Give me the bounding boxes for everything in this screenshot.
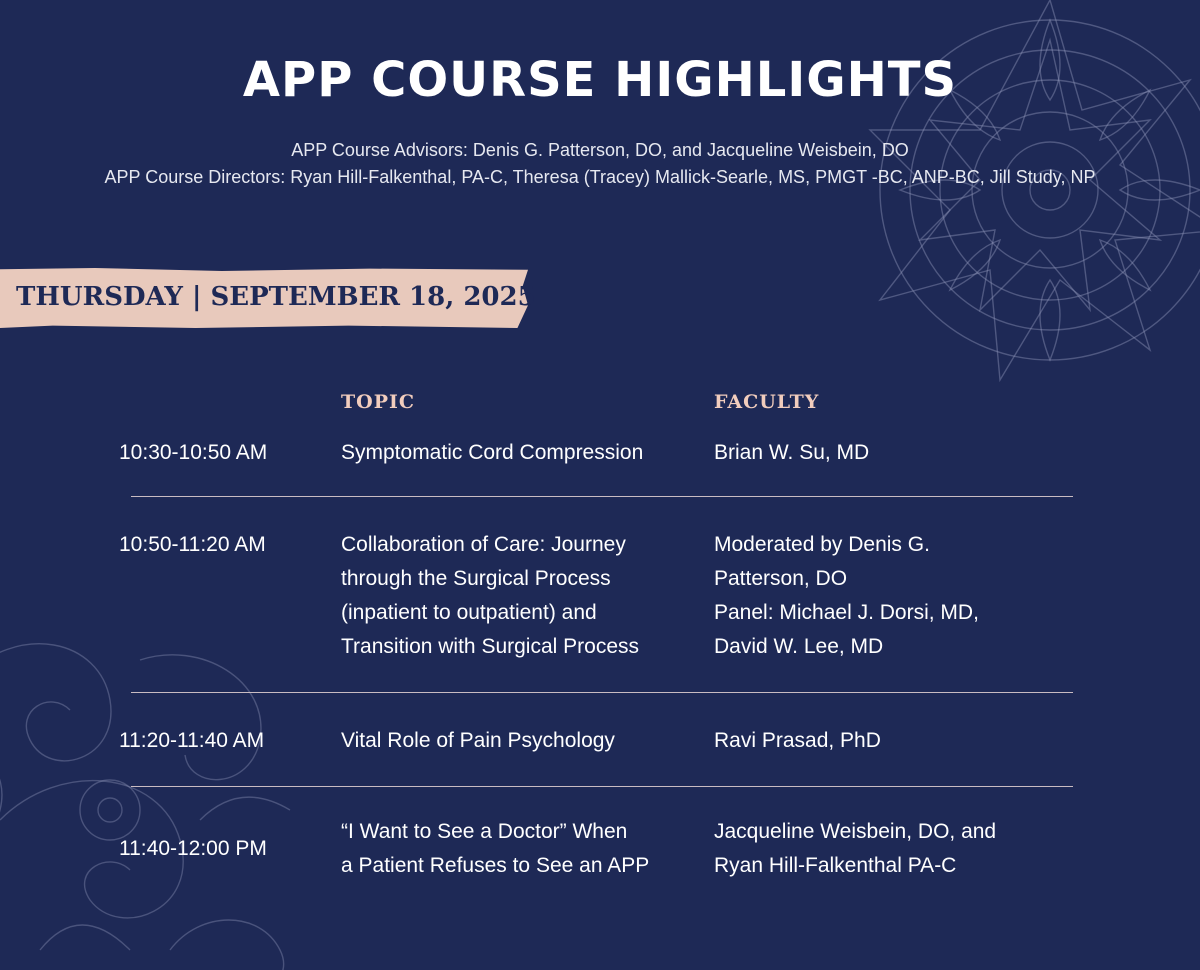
session-4-faculty-line: Ryan Hill-Falkenthal PA-C — [714, 854, 957, 877]
session-4-faculty-line: Jacqueline Weisbein, DO, and — [714, 820, 997, 843]
course-advisors-line: APP Course Advisors: Denis G. Patterson, DO, and Jacqueline Weisbein, DO — [291, 140, 909, 160]
session-3-faculty — [714, 724, 881, 758]
session-1-faculty-line: Brian W. Su, MD — [714, 441, 870, 464]
session-4-topic — [341, 815, 649, 883]
session-4-time: 11:40-12:00 PM — [119, 837, 267, 860]
session-3-topic — [341, 724, 615, 758]
session-2-topic-line: through the Surgical Process — [341, 567, 611, 590]
session-1-topic — [341, 436, 643, 470]
session-2-faculty-line: Panel: Michael J. Dorsi, MD, — [714, 601, 979, 624]
session-2-topic — [341, 528, 639, 664]
session-2-faculty — [714, 528, 979, 664]
session-1-topic-line: Symptomatic Cord Compression — [341, 441, 644, 464]
row-divider — [131, 692, 1073, 693]
page-title: APP COURSE HIGHLIGHTS — [242, 52, 958, 108]
session-4-faculty — [714, 815, 996, 883]
session-2-faculty-line: Patterson, DO — [714, 567, 848, 590]
session-2-topic-line: (inpatient to outpatient) and — [341, 601, 597, 624]
session-1-time: 10:30-10:50 AM — [119, 441, 268, 464]
date-banner-text: THURSDAY | SEPTEMBER 18, 2025 — [16, 282, 536, 312]
row-divider — [131, 496, 1073, 497]
session-4-topic-line: a Patient Refuses to See an APP — [341, 854, 650, 877]
column-header-topic: TOPIC — [341, 391, 415, 413]
session-2-faculty-line: Moderated by Denis G. — [714, 533, 930, 556]
session-3-time: 11:20-11:40 AM — [119, 729, 265, 752]
course-directors-line: APP Course Directors: Ryan Hill-Falkenthal, PA-C, Theresa (Tracey) Mallick-Searle, MS, PMGT -BC, ANP-BC, Jill Study, NP — [104, 167, 1096, 187]
session-2-time: 10:50-11:20 AM — [119, 533, 266, 556]
scroll-ornament-icon — [0, 620, 340, 970]
session-2-faculty-line: David W. Lee, MD — [714, 635, 884, 658]
session-2-topic-line: Transition with Surgical Process — [341, 635, 639, 658]
row-divider — [131, 786, 1073, 787]
session-2-topic-line: Collaboration of Care: Journey — [341, 533, 626, 556]
session-3-topic-line: Vital Role of Pain Psychology — [341, 729, 615, 752]
session-4-topic-line: “I Want to See a Doctor” When — [341, 820, 628, 843]
session-3-faculty-line: Ravi Prasad, PhD — [714, 729, 881, 752]
column-header-faculty: FACULTY — [714, 391, 820, 413]
session-1-faculty — [714, 436, 869, 470]
